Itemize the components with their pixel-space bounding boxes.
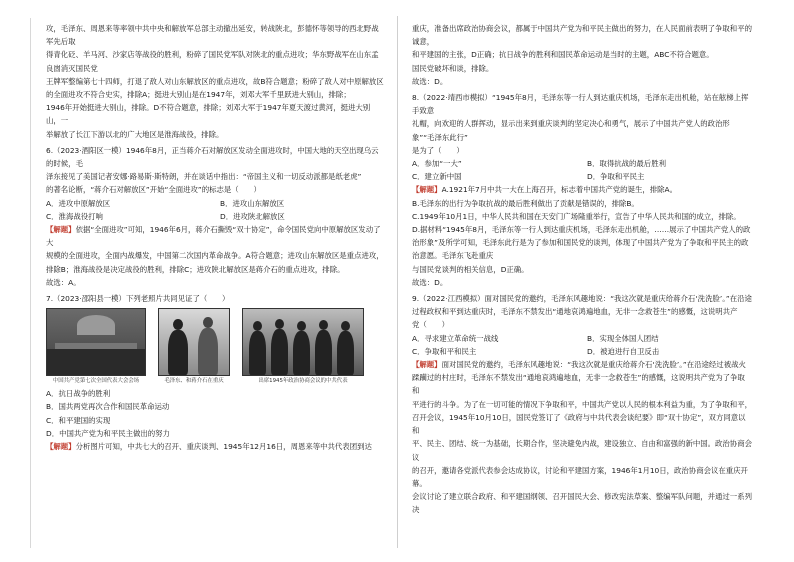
question-9	[412, 292, 752, 516]
option-c: C．建立新中国	[412, 172, 462, 182]
answer-options	[46, 387, 384, 440]
option-a: A．寻求建立革命统一战线	[412, 333, 499, 343]
question-stem-line: 8.（2022·靖西市模拟）“1945年8月，毛泽东等一行人到达重庆机场，毛泽东走出机舱，站在舷梯上挥手致意	[412, 93, 749, 116]
congress-hall-photo	[46, 308, 146, 376]
photo-caption: 中国共产党第七次全国代表大会会场	[52, 378, 140, 385]
explanation-line: 蹂躏过的村庄时，毛泽东不禁发出“通地哀鸿遍地血，无非一念救苍生”的感慨，这说明共产党为了争取和	[412, 373, 745, 396]
question-6	[46, 144, 384, 289]
explanation-line	[46, 440, 384, 453]
option-c: C．和平建国的实现	[46, 415, 111, 425]
explanation-tag: 【解题】	[412, 360, 442, 370]
text-line: 得青化砭、羊马河、沙家店等战役的胜利，粉碎了国民党军队对陕北的重点进攻；华东野战军在山东孟良崮消灭国民党	[46, 50, 379, 73]
explanation-line: 会议讨论了建立联合政府、和平建国纲领、召开国民大会、修改宪法草案、整编军队问题，并通过一系列决	[412, 492, 752, 515]
explanation-line: C.1949年10月1日，中华人民共和国在天安门广场隆重举行，宣告了中华人民共和国的成立，排除。	[412, 211, 741, 221]
option-b: B．进攻山东解放区	[220, 198, 285, 208]
explanation-text: 面对国民党的邀约，毛泽东风趣地说：“我这次就是重庆给蒋介石‘洗洗脸’。”在沿途经过被战火	[441, 360, 746, 370]
option-b: B．国共两党再次合作和国民革命运动	[46, 402, 170, 412]
explanation-tag: 【解题】	[46, 442, 76, 452]
explanation-line: 平进行的斗争。为了在一切可能的情况下争取和平，中国共产党以人民的根本利益为重，为了争取和平，	[412, 399, 752, 409]
answer-line: 故选：D。	[412, 76, 448, 86]
explanation-line: B.毛泽东的出行为争取抗战的最后胜利做出了贡献是错误的，排除B。	[412, 198, 639, 208]
explanation-line: 召开会议，1945年10月10日，国民党签订了《政府与中共代表会谈纪要》即“双十协定”，双方同意以和	[412, 412, 746, 436]
explanation-tag: 【解题】	[46, 225, 76, 235]
text-line: 攻，毛泽东、周恩来等率领中共中央和解放军总部主动撤出延安，转战陕北，彭德怀等领导的西北野战军先后取	[46, 24, 379, 47]
question-stem-line: 泽东接见了美国记者安娜·路易斯·斯特朗，并在谈话中指出：“帝国主义和一切反动派都是纸老虎”	[46, 172, 362, 182]
text-line: 重庆，准备出席政治协商会议，都属于中国共产党为和平民主做出的努力，在人民面前表明了争取和平的诚意，	[412, 24, 752, 47]
photo-item	[242, 308, 364, 385]
explanation-line	[412, 358, 752, 371]
explanation-line: 治形象”及所学可知，毛泽东此行是为了参加和国民党的谈判，体现了中国共产党为了争取和平民主的政治意愿。毛泽东飞赴重庆	[412, 238, 749, 261]
text-line: 国民党破坏和谈，排除。	[412, 63, 494, 73]
question-stem-line: 的著名论断，“蒋介石对解放区”开始“全面进攻”的标志是（ ）	[46, 185, 261, 195]
option-d: D．中国共产党为和平民主做出的努力	[46, 428, 170, 438]
left-column	[46, 22, 384, 453]
option-b: B．实现全体国人团结	[587, 333, 659, 343]
answer-options	[412, 157, 752, 183]
option-d: D．进攻陕北解放区	[220, 211, 285, 221]
photo-caption: 毛泽东、和蒋介石在重庆	[164, 378, 224, 385]
option-a: A．抗日战争的胜利	[46, 389, 111, 399]
answer-line: 故选：A。	[46, 277, 81, 287]
explanation-line: 与国民党谈判的相关信息，D正确。	[412, 264, 529, 274]
photo-item	[158, 308, 230, 385]
text-line: 举解放了长江下游以北的广大地区是淮海战役，排除。	[46, 129, 224, 139]
option-d: D．被迫进行自卫反击	[587, 346, 660, 356]
text-line: 和平建国的主张，D正确；抗日战争的胜利和国民革命运动是当时的主题，ABC不符合题意。	[412, 50, 714, 60]
delegates-group-photo	[242, 308, 364, 376]
question-stem-line: 6.（2023·酒阳区一模）1946年8月，正当蒋介石对解放区发动全面进攻时，中国大地的天空出现乌云的时候，毛	[46, 145, 379, 169]
chongqing-meeting-photo	[158, 308, 230, 376]
question-stem-line: 礼帽，向欢迎的人群挥动，显示出来到重庆谈判的坚定决心和勇气，展示了中国共产党人的政治形象”“毛泽东此行”	[412, 119, 730, 142]
text-line: 王牌军整编第七十四师，打退了敌人对山东解放区的重点进攻，故B符合题意；粉碎了敌人对中原解放区	[46, 76, 384, 86]
question-stem-line: 过程政权和平到达重庆时，毛泽东不禁发出“通地哀鸿遍地血，无非一念救苍生”的感慨，这说明共产	[412, 307, 738, 317]
question-stem-line: 党（ ）	[412, 320, 449, 330]
text-line: 1946年开始挺进大别山，排除。D不符合题意，排除；刘邓大军于1947年夏天渡过黄河，挺进大别山，一	[46, 103, 371, 126]
question-stem-line: 是为了（ ）	[412, 145, 464, 155]
q5-continued-explanation	[46, 22, 384, 141]
option-c: C．争取和平和民主	[412, 346, 477, 356]
question-8	[412, 91, 752, 289]
photo-caption: 出席1945年政治协商会议的中共代表	[258, 378, 348, 385]
answer-options	[46, 197, 384, 223]
option-a: A．进攻中原解放区	[46, 198, 111, 208]
explanation-line: D.据材料“1945年8月，毛泽东等一行人到达重庆机场，毛泽东走出机舱，……展示了中国共产党人的政	[412, 225, 751, 235]
question-7	[46, 292, 384, 453]
explanation-text: 依据“全面进攻”可知，1946年6月，蒋介石撕毁“双十协定”，命令国民党向中原解放区发动了大	[46, 225, 381, 248]
explanation-line	[412, 183, 752, 196]
explanation-line: 平、民主、团结、统一为基础，长期合作，坚决避免内战，建设独立、自由和富强的新中国。政治协商会议	[412, 439, 752, 462]
text-line: 的全面进攻不符合史实，排除A；挺进大别山是在1947年，刘邓大军千里跃进大别山，排除；	[46, 90, 351, 100]
column-divider	[397, 16, 398, 548]
option-d: D．争取和平民主	[587, 172, 645, 182]
option-a: A．参加“一大”	[412, 159, 462, 169]
question-stem-line: 9.（2022·江西模拟）面对国民党的邀约，毛泽东风趣地说：“我这次就是重庆给蒋介石‘洗洗脸’。”在沿途	[412, 294, 752, 304]
explanation-tag: 【解题】	[412, 185, 442, 195]
option-c: C．淮海战役打响	[46, 211, 103, 221]
binding-margin-line	[30, 18, 31, 548]
explanation-text: 分析图片可知，中共七大的召开、重庆谈判、1945年12月16日，周恩来等中共代表团到达	[75, 442, 372, 452]
q7-continued-explanation	[412, 22, 752, 88]
explanation-line: 排除B；淮海战役是决定战役的胜利，排除C；进攻陕北解放区是蒋介石的重点进攻，排除。	[46, 264, 345, 274]
explanation-text: A.1921年7月中共一大在上海召开，标志着中国共产党的诞生，排除A。	[441, 185, 677, 195]
photo-item	[46, 308, 146, 385]
answer-options	[412, 332, 752, 358]
right-column	[412, 22, 752, 517]
explanation-line: 的召开，邀请各党派代表参会达成协议，讨论和平建国方案，1946年1月10日，政治协商会议在重庆开幕。	[412, 465, 748, 488]
question-stem: 7.（2023·邵阳县一模）下列老照片共同见证了（ ）	[46, 294, 230, 304]
answer-line: 故选：D。	[412, 277, 448, 287]
explanation-line	[46, 223, 384, 249]
option-b: B．取得抗战的最后胜利	[587, 159, 666, 169]
explanation-line: 规模的全面进攻，全面内战爆发，中国第二次国内革命战争。A符合题意；进攻山东解放区是重点进攻，	[46, 251, 384, 261]
historical-photos	[46, 308, 384, 385]
